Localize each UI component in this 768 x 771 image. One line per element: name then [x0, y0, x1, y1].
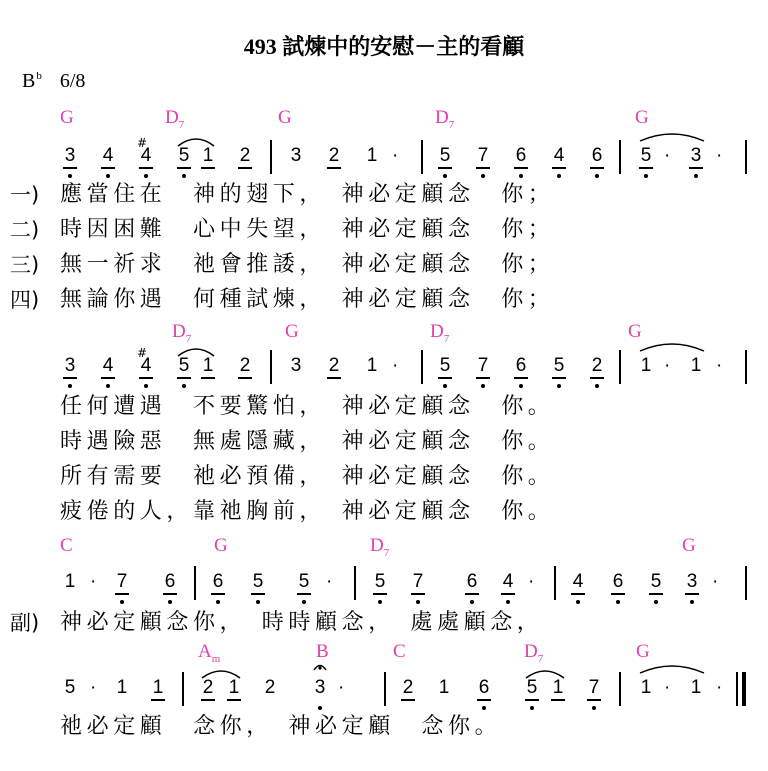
bar-line: [745, 566, 747, 600]
verse-label: 副): [10, 611, 40, 635]
octave-dot-below: [443, 174, 447, 178]
verse-label: 四): [10, 288, 40, 312]
octave-dot-below: [216, 600, 220, 604]
chord-root: G: [285, 321, 299, 342]
augmentation-dot: ·: [326, 571, 333, 592]
eighth-underline: [373, 593, 387, 595]
octave-dot-below: [690, 600, 694, 604]
lyric-line: 祂必定顧 念你， 神必定顧 念你。: [60, 714, 502, 739]
lyric-line: 任何遭遇 不要驚怕， 神必定顧念 你。: [60, 394, 555, 419]
eighth-underline: [590, 377, 604, 379]
bar-line: [619, 140, 621, 174]
eighth-underline: [689, 167, 703, 169]
jianpu-note: 4: [102, 355, 114, 376]
jianpu-note: 1: [640, 677, 652, 698]
eighth-underline: [571, 593, 585, 595]
octave-dot-below: [644, 174, 648, 178]
bar-line: [619, 350, 621, 384]
bar-line: [421, 140, 423, 174]
chord-symbol: [172, 322, 191, 345]
chord-quality: 7: [178, 118, 185, 131]
jianpu-note: 2: [239, 145, 251, 166]
jianpu-note: 1: [202, 355, 214, 376]
augmentation-dot: ·: [392, 355, 399, 376]
lyric-line: 時因困難 心中失望， 神必定顧念 你；: [60, 217, 555, 242]
eighth-underline: [551, 699, 565, 701]
chord-root: G: [214, 535, 228, 556]
octave-dot-below: [481, 384, 485, 388]
augmentation-dot: ·: [716, 145, 723, 166]
chord-symbol: [370, 536, 389, 559]
jianpu-note: 4: [140, 145, 152, 166]
chord-root: C: [60, 535, 73, 556]
jianpu-note: 1: [438, 677, 450, 698]
octave-dot-below: [506, 600, 510, 604]
octave-dot-below: [482, 706, 486, 710]
octave-dot-below: [106, 174, 110, 178]
jianpu-note: 1: [640, 355, 652, 376]
jianpu-note: 1: [552, 677, 564, 698]
eighth-underline: [525, 699, 539, 701]
bar-line: [554, 566, 556, 600]
octave-dot-below: [592, 706, 596, 710]
eighth-underline: [476, 167, 490, 169]
augmentation-dot: ·: [90, 571, 97, 592]
eighth-underline: [587, 699, 601, 701]
final-bar-thick: [742, 672, 746, 706]
eighth-underline: [251, 593, 265, 595]
augmentation-dot: ·: [338, 677, 345, 698]
eighth-underline: [438, 167, 452, 169]
jianpu-note: 2: [239, 355, 251, 376]
chord-quality: 7: [537, 652, 544, 665]
jianpu-note: 3: [690, 145, 702, 166]
octave-dot-below: [182, 174, 186, 178]
slur: [640, 666, 704, 673]
jianpu-note: 1: [116, 677, 128, 698]
eighth-underline: [327, 377, 341, 379]
jianpu-note: 5: [640, 145, 652, 166]
fermata-dot: [318, 666, 321, 669]
octave-dot-below: [168, 600, 172, 604]
chord-root: A: [198, 641, 212, 662]
eighth-underline: [411, 593, 425, 595]
lyric-line: 神必定顧念你， 時時顧念， 處處顧念，: [60, 610, 544, 635]
lyric-line: 無一祈求 祂會推諉， 神必定顧念 你；: [60, 252, 555, 277]
jianpu-note: 6: [612, 571, 624, 592]
octave-dot-below: [654, 600, 658, 604]
jianpu-note: 2: [402, 677, 414, 698]
jianpu-note: 5: [526, 677, 538, 698]
eighth-underline: [639, 167, 653, 169]
lyric-line: 應當住在 神的翅下， 神必定顧念 你；: [60, 182, 555, 207]
eighth-underline: [201, 699, 215, 701]
eighth-underline: [227, 699, 241, 701]
key-note: B: [22, 70, 36, 92]
verse-label: 二): [10, 218, 40, 242]
jianpu-note: 5: [650, 571, 662, 592]
verse-label: 三): [10, 253, 40, 277]
eighth-underline: [685, 593, 699, 595]
jianpu-note: 3: [64, 145, 76, 166]
chord-symbol: [60, 536, 73, 555]
jianpu-note: 4: [102, 145, 114, 166]
chord-root: D: [524, 641, 538, 662]
chord-root: D: [370, 535, 384, 556]
eighth-underline: [139, 377, 153, 379]
jianpu-note: 1: [366, 145, 378, 166]
jianpu-note: 5: [64, 677, 76, 698]
octave-dot-below: [182, 384, 186, 388]
octave-dot-below: [694, 174, 698, 178]
eighth-underline: [63, 377, 77, 379]
augmentation-dot: ·: [90, 677, 97, 698]
chord-root: G: [60, 107, 74, 128]
eighth-underline: [501, 593, 515, 595]
octave-dot-below: [616, 600, 620, 604]
eighth-underline: [552, 167, 566, 169]
octave-dot-below: [120, 600, 124, 604]
jianpu-note: 2: [328, 355, 340, 376]
chord-quality: 7: [443, 332, 450, 345]
jianpu-note: 4: [572, 571, 584, 592]
chord-symbol: [682, 536, 696, 555]
jianpu-note: 2: [202, 677, 214, 698]
octave-dot-below: [519, 384, 523, 388]
eighth-underline: [238, 377, 252, 379]
bar-line: [619, 672, 621, 706]
eighth-underline: [101, 377, 115, 379]
jianpu-note: 5: [374, 571, 386, 592]
chord-root: B: [316, 641, 329, 662]
chord-symbol: [524, 642, 543, 665]
octave-dot-below: [530, 706, 534, 710]
eighth-underline: [201, 377, 215, 379]
bar-line: [354, 566, 356, 600]
chord-symbol: [636, 642, 650, 661]
octave-dot-below: [106, 384, 110, 388]
jianpu-note: 1: [690, 677, 702, 698]
final-bar-thin: [736, 672, 738, 706]
eighth-underline: [401, 699, 415, 701]
chord-symbol: [430, 322, 449, 345]
chord-symbol: [635, 108, 649, 127]
eighth-underline: [465, 593, 479, 595]
eighth-underline: [177, 167, 191, 169]
augmentation-dot: ·: [716, 677, 723, 698]
chord-symbol: [393, 642, 406, 661]
bar-line: [384, 672, 386, 706]
chord-symbol: [278, 108, 292, 127]
jianpu-note: 5: [439, 145, 451, 166]
chord-root: G: [635, 107, 649, 128]
eighth-underline: [327, 167, 341, 169]
eighth-underline: [476, 377, 490, 379]
jianpu-note: 3: [686, 571, 698, 592]
jianpu-note: 1: [202, 145, 214, 166]
bar-line: [745, 350, 747, 384]
jianpu-note: 1: [152, 677, 164, 698]
jianpu-note: 6: [515, 145, 527, 166]
octave-dot-below: [416, 600, 420, 604]
bar-line: [270, 140, 272, 174]
jianpu-note: 6: [466, 571, 478, 592]
chord-quality: m: [211, 652, 221, 665]
eighth-underline: [211, 593, 225, 595]
bar-line: [421, 350, 423, 384]
jianpu-note: 4: [502, 571, 514, 592]
jianpu-note: 2: [264, 677, 276, 698]
jianpu-note: 3: [290, 355, 302, 376]
octave-dot-below: [68, 384, 72, 388]
jianpu-note: 1: [228, 677, 240, 698]
augmentation-dot: ·: [664, 355, 671, 376]
bar-line: [745, 140, 747, 174]
jianpu-note: 4: [553, 145, 565, 166]
eighth-underline: [163, 593, 177, 595]
octave-dot-below: [302, 600, 306, 604]
jianpu-note: 2: [328, 145, 340, 166]
eighth-underline: [590, 167, 604, 169]
eighth-underline: [115, 593, 129, 595]
lyric-line: 時遇險惡 無處隱藏， 神必定顧念 你。: [60, 429, 555, 454]
eighth-underline: [514, 377, 528, 379]
eighth-underline: [552, 377, 566, 379]
octave-dot-below: [519, 174, 523, 178]
hymn-title: 493 試煉中的安慰－主的看顧: [243, 34, 525, 59]
chord-symbol: [60, 108, 74, 127]
jianpu-note: 1: [366, 355, 378, 376]
octave-dot-below: [557, 174, 561, 178]
octave-dot-below: [144, 174, 148, 178]
chord-root: G: [682, 535, 696, 556]
augmentation-dot: ·: [716, 355, 723, 376]
jianpu-note: 3: [290, 145, 302, 166]
eighth-underline: [139, 167, 153, 169]
jianpu-note: 7: [588, 677, 600, 698]
chord-quality: 7: [185, 332, 192, 345]
octave-dot-below: [576, 600, 580, 604]
eighth-underline: [438, 377, 452, 379]
chord-symbol: [628, 322, 642, 341]
augmentation-dot: ·: [712, 571, 719, 592]
lyric-line: 無論你遇 何種試煉， 神必定顧念 你；: [60, 287, 555, 312]
eighth-underline: [477, 699, 491, 701]
bar-line: [194, 566, 196, 600]
key-accidental: b: [36, 70, 42, 83]
time-signature: 6/8: [59, 70, 86, 92]
jianpu-note: 3: [314, 677, 326, 698]
octave-dot-below: [68, 174, 72, 178]
chord-symbol: [435, 108, 454, 131]
octave-dot-below: [470, 600, 474, 604]
chord-root: G: [278, 107, 292, 128]
eighth-underline: [238, 167, 252, 169]
sharp-accidental: #: [137, 346, 148, 360]
chord-quality: 7: [448, 118, 455, 131]
jianpu-note: 6: [478, 677, 490, 698]
jianpu-note: 6: [164, 571, 176, 592]
chord-symbol: [214, 536, 228, 555]
octave-dot-below: [256, 600, 260, 604]
jianpu-note: 6: [212, 571, 224, 592]
sharp-accidental: #: [137, 136, 148, 150]
augmentation-dot: ·: [664, 677, 671, 698]
verse-label: 一): [10, 183, 40, 207]
augmentation-dot: ·: [392, 145, 399, 166]
bar-line: [182, 672, 184, 706]
jianpu-note: 7: [116, 571, 128, 592]
jianpu-note: 7: [477, 355, 489, 376]
fermata: [314, 666, 326, 671]
octave-dot-below: [557, 384, 561, 388]
chord-root: D: [430, 321, 444, 342]
octave-dot-below: [595, 384, 599, 388]
key-signature: [22, 70, 85, 93]
octave-dot-below: [378, 600, 382, 604]
lyric-line: 所有需要 祂必預備， 神必定顧念 你。: [60, 464, 555, 489]
octave-dot-below: [481, 174, 485, 178]
augmentation-dot: ·: [528, 571, 535, 592]
bar-line: [270, 350, 272, 384]
slur: [640, 134, 704, 141]
jianpu-note: 5: [553, 355, 565, 376]
chord-symbol: [285, 322, 299, 341]
jianpu-note: 4: [140, 355, 152, 376]
octave-dot-below: [318, 706, 322, 710]
jianpu-note: 3: [64, 355, 76, 376]
jianpu-note: 5: [439, 355, 451, 376]
slur: [640, 344, 704, 351]
chord-root: G: [636, 641, 650, 662]
eighth-underline: [101, 167, 115, 169]
octave-dot-below: [443, 384, 447, 388]
jianpu-note: 1: [64, 571, 76, 592]
jianpu-note: 6: [515, 355, 527, 376]
jianpu-note: 2: [591, 355, 603, 376]
chord-quality: 7: [383, 546, 390, 559]
jianpu-note: 7: [477, 145, 489, 166]
jianpu-note: 5: [178, 145, 190, 166]
eighth-underline: [201, 167, 215, 169]
augmentation-dot: ·: [664, 145, 671, 166]
eighth-underline: [611, 593, 625, 595]
eighth-underline: [297, 593, 311, 595]
octave-dot-below: [144, 384, 148, 388]
eighth-underline: [649, 593, 663, 595]
chord-symbol: [316, 642, 329, 661]
jianpu-note: 7: [412, 571, 424, 592]
jianpu-note: 5: [178, 355, 190, 376]
chord-root: D: [435, 107, 449, 128]
eighth-underline: [63, 167, 77, 169]
chord-root: D: [165, 107, 179, 128]
chord-symbol: [198, 642, 220, 665]
chord-root: D: [172, 321, 186, 342]
eighth-underline: [514, 167, 528, 169]
chord-symbol: [165, 108, 184, 131]
octave-dot-below: [595, 174, 599, 178]
chord-root: G: [628, 321, 642, 342]
jianpu-note: 1: [690, 355, 702, 376]
eighth-underline: [177, 377, 191, 379]
chord-root: C: [393, 641, 406, 662]
jianpu-note: 6: [591, 145, 603, 166]
jianpu-note: 5: [252, 571, 264, 592]
lyric-line: 疲倦的人，靠祂胸前， 神必定顧念 你。: [60, 499, 555, 524]
jianpu-note: 5: [298, 571, 310, 592]
eighth-underline: [151, 699, 165, 701]
